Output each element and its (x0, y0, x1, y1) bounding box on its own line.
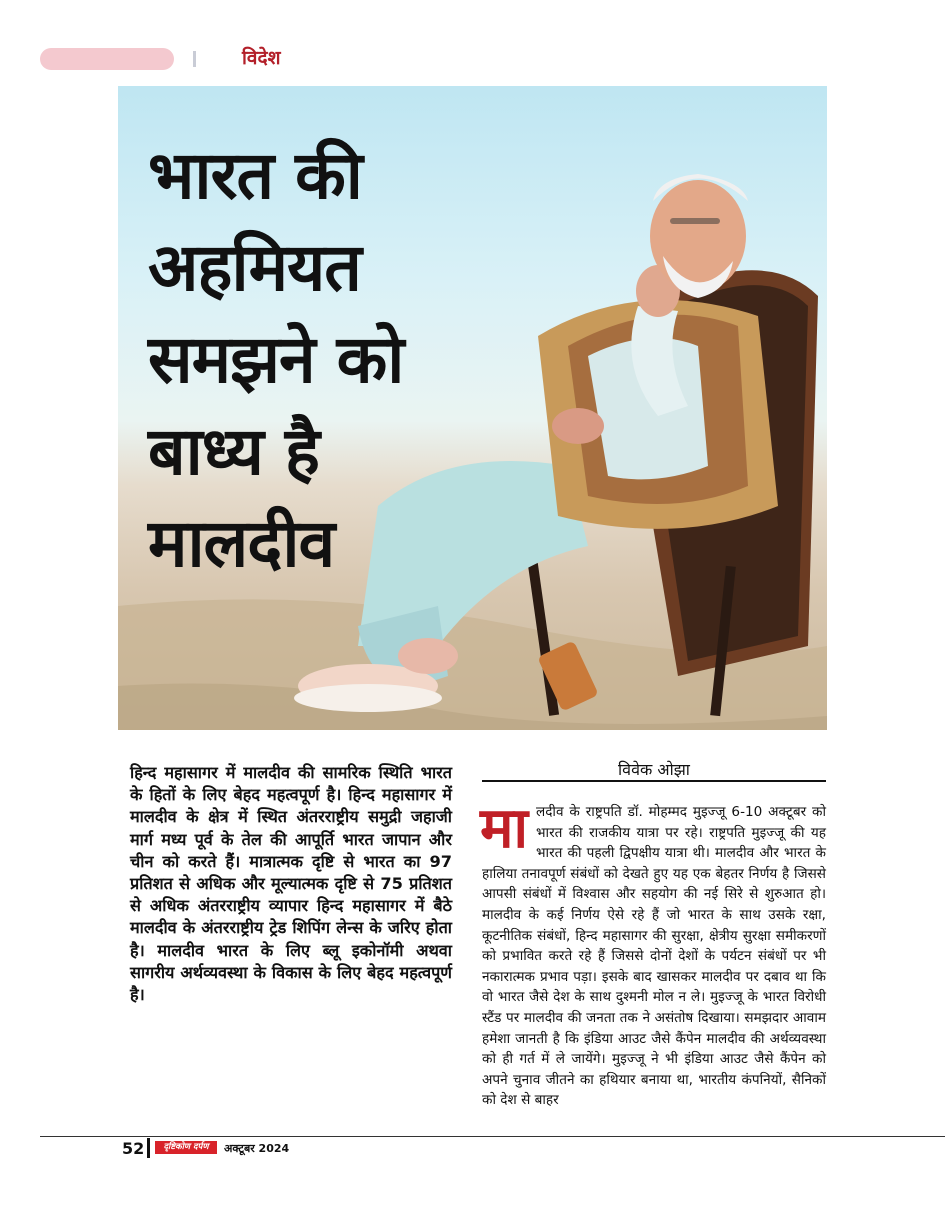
author-byline: विवेक ओझा (618, 760, 690, 779)
byline-divider (482, 780, 826, 782)
headline (148, 130, 403, 590)
lead-paragraph: हिन्द महासागर में मालदीव की सामरिक स्थिति भारत के हितों के लिए बेहद महत्वपूर्ण है। हिन्द महासागर में मालदीव के क्षेत्र में स्थित अंतरराष्ट्रीय समुद्री जहाजी मार्ग मध्य पूर्व के तेल की आपूर्ति भारत जापान और चीन को करते हैं। मात्रात्मक दृष्टि से भारत का 97 प्रतिशत से अधिक और मूल्यात्मक दृष्टि से 75 प्रतिशत से अधिक अंतरराष्ट्रीय व्यापार हिन्द महासागर में बैठे मालदीव के अंतरराष्ट्रीय ट्रेड शिपिंग लेन्स के जरिए होता है। मालदीव भारत के लिए ब्लू इकोनॉमी अथवा सागरीय अर्थव्यवस्था के विकास के लिए बेहद महत्वपूर्ण है। (130, 763, 452, 1005)
headline-line: बाध्य है (148, 413, 319, 490)
article-body (480, 796, 826, 1111)
issue-date: अक्टूबर 2024 (224, 1142, 290, 1155)
headline-line: भारत की (148, 137, 362, 214)
header-separator (193, 51, 196, 67)
article-body-text: लदीव के राष्ट्रपति डॉ. मोहम्मद मुइज्जू 6-10 अक्टूबर को भारत की राजकीय यात्रा पर रहे। राष्ट्रपति मुइज्जू की यह भारत की पहली द्विपक्षीय यात्रा थी। मालदीव और भारत के हालिया तनावपूर्ण संबंधों को देखते हुए यह एक बेहतर निर्णय है जिससे आपसी संबंधों में विश्वास और सहयोग की नई सिरे से शुरुआत हो। मालदीव के कई निर्णय ऐसे रहे हैं जो भारत के साथ उसके रक्षा, कूटनीतिक संबंधों, हिन्द महासागर की सुरक्षा, क्षेत्रीय सुरक्षा समीकरणों को प्रभावित करते रहे हैं जिससे दोनों देशों के पर्यटन संबंधों पर भी नकारात्मक प्रभाव पड़ा। इसके बाद खासकर मालदीव पर दबाव था कि वो भारत जैसे देश के साथ दुश्मनी मोल न ले। मुइज्जू के भारत विरोधी स्टैंड पर मालदीव की जनता तक ने असंतोष दिखाया। समझदार आवाम हमेशा जानती है कि इंडिया आउट जैसे कैंपेन मालदीव की अर्थव्यवस्था को ही गर्त में ले जायेंगे। मुइज्जू ने भी इंडिया आउट जैसे कैंपेन को अपने चुनाव जीतने का हथियार बनाया था, भारतीय कंपनियों, सैनिकों को देश से बाहर (482, 804, 826, 1109)
hero-photo (118, 86, 827, 730)
drop-cap: मा (480, 796, 528, 861)
headline-line: मालदीव (148, 505, 335, 582)
headline-line: अहमियत (148, 229, 361, 306)
headline-line: समझने को (148, 321, 404, 398)
footer-separator (147, 1138, 150, 1158)
page-number: 52 (122, 1139, 145, 1158)
footer-divider (40, 1136, 945, 1137)
section-label: विदेश (242, 47, 281, 69)
header-pill (40, 48, 174, 70)
magazine-logo: दृष्टिकोण दर्पण (155, 1141, 217, 1154)
